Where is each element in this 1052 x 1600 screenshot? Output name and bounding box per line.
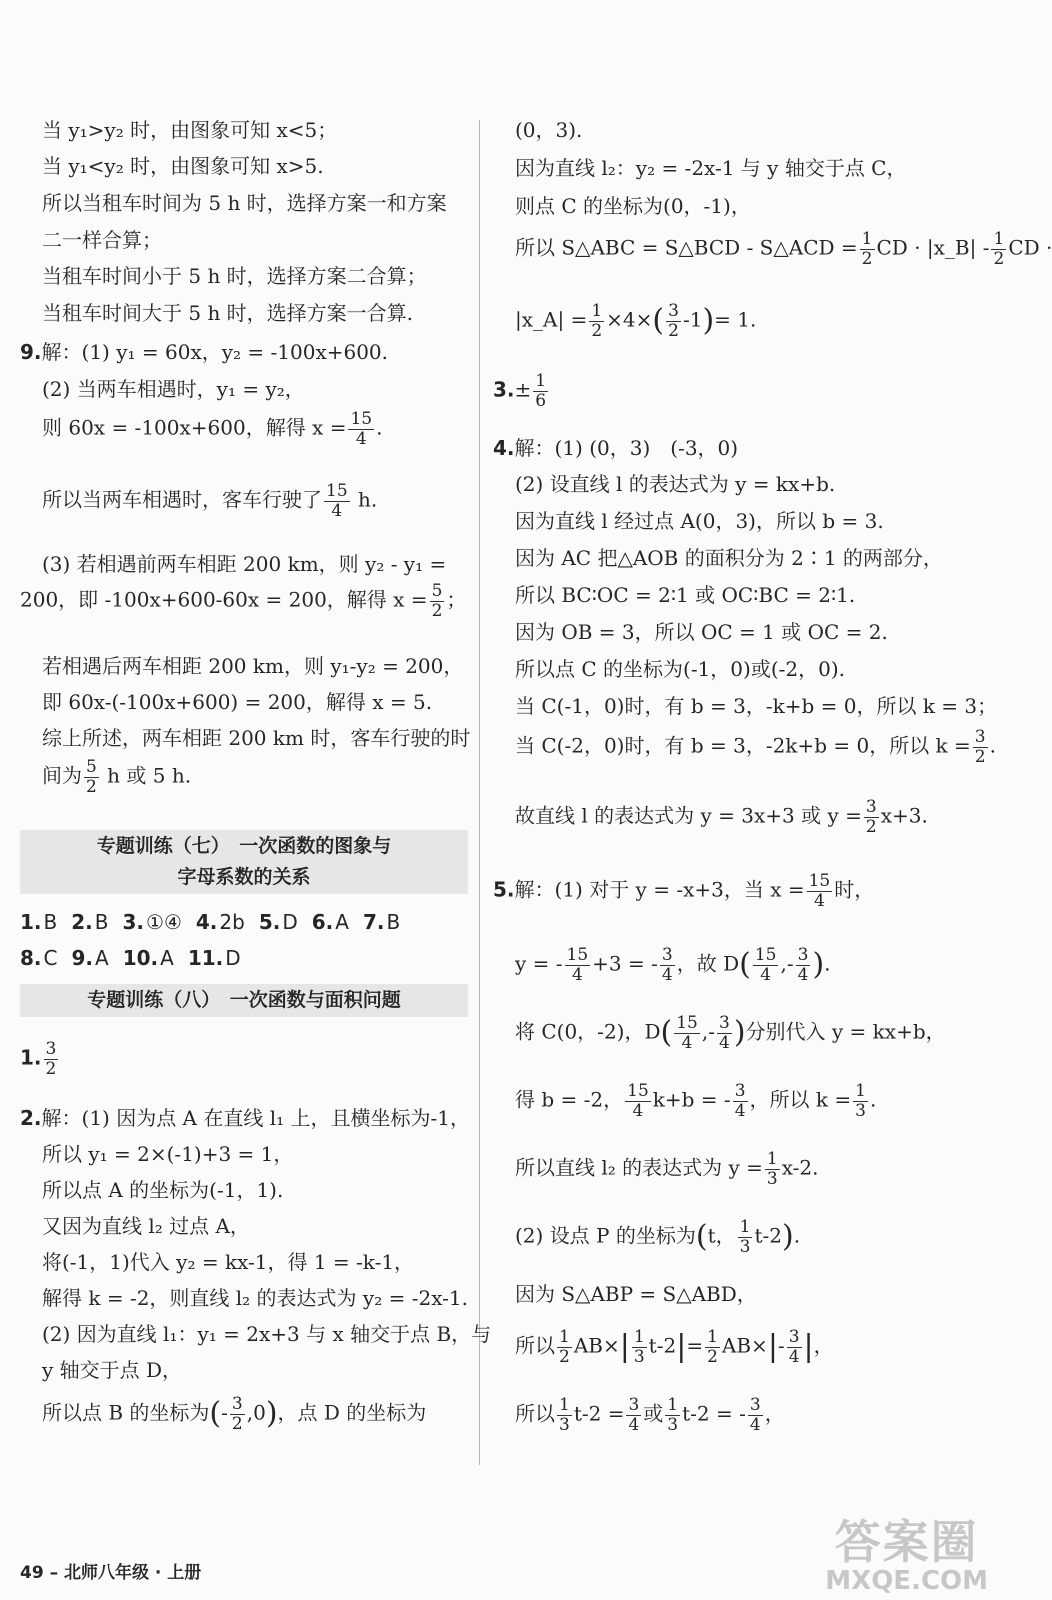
text-line: 所以点 A 的坐标为(-1，1). <box>42 1178 284 1202</box>
text-line: 所以点 C 的坐标为(-1，0)或(-2，0). <box>515 657 845 681</box>
text-line: 因为直线 l₂：y₂ = -2x-1 与 y 轴交于点 C， <box>515 156 907 180</box>
question-5-line: 5.解：(1) 对于 y = -x+3，当 x = $\frac{15}{4}$ 时， <box>493 871 875 911</box>
text-line: 将(-1，1)代入 y₂ = kx-1，得 1 = -k-1， <box>42 1250 415 1274</box>
answer-item: 5. D <box>258 910 298 934</box>
text-line: 则点 C 的坐标为(0，-1)， <box>515 194 751 218</box>
answers-row <box>20 946 255 970</box>
text-line-fraction: 所以 $\frac{1}{2}$ AB×| $\frac{1}{3}$ t-2|= $\frac{1}{2}$ AB×|- $\frac{3}{4}$ |， <box>515 1327 834 1367</box>
text-line: 当 y₁<y₂ 时，由图象可知 x>5. <box>42 154 324 178</box>
text-line: 当 C(-1，0)时，有 b = 3，-k+b = 0，所以 k = 3； <box>515 694 998 718</box>
question-number: 9. <box>20 340 42 364</box>
text-line: 因为 OB = 3，所以 OC = 1 或 OC = 2. <box>515 620 888 644</box>
text-line-fraction: 所以直线 l₂ 的表达式为 y = $\frac{1}{3}$ x-2. <box>515 1149 819 1189</box>
text-line: (0，3). <box>515 118 583 142</box>
text-line-fraction: 间为 $\frac{5}{2}$ h 或 5 h. <box>42 757 192 797</box>
s8-question-1: 1. $\frac{3}{2}$ <box>20 1039 57 1079</box>
text-line: (2) 因为直线 l₁：y₁ = 2x+3 与 x 轴交于点 B，与 <box>42 1322 492 1346</box>
page-number: 49 <box>20 1563 44 1583</box>
text-line-fraction: 将 C(0，-2)，D( $\frac{15}{4}$ ,- $\frac{3}{4}$ )分别代入 y = kx+b， <box>515 1013 946 1053</box>
text-line: 当租车时间小于 5 h 时，选择方案二合算； <box>42 264 427 288</box>
answer-item: 4. 2b <box>195 910 245 934</box>
text-line-fraction: 则 60x = -100x+600，解得 x = $\frac{15}{4}$ . <box>42 409 383 449</box>
text-line: 所以当租车时间为 5 h 时，选择方案一和方案 <box>42 191 447 215</box>
answer-item: 9. A <box>71 946 109 970</box>
text-line: y 轴交于点 D， <box>42 1358 183 1382</box>
text-line-fraction: 200，即 -100x+600-60x = 200，解得 x = $\frac{5}{2}$ ； <box>20 581 467 621</box>
text-line-fraction: y = - $\frac{15}{4}$ +3 = - $\frac{3}{4}$ ，故 D( $\frac{15}{4}$ ,- $\frac{3}{4}$ ). <box>515 945 831 985</box>
text-line-fraction: (2) 设点 P 的坐标为(t， $\frac{1}{3}$ t-2). <box>515 1217 801 1257</box>
text-line: 因为 AC 把△AOB 的面积分为 2∶1 的两部分， <box>515 546 943 570</box>
text-line: (3) 若相遇前两车相距 200 km，则 y₂ - y₁ = <box>42 552 447 576</box>
text-line-fraction: 当 C(-2，0)时，有 b = 3，-2k+b = 0，所以 k = $\frac{3}{2}$ . <box>515 727 996 767</box>
book-title: 北师八年级 · 上册 <box>64 1563 202 1583</box>
text-line-fraction: 所以 S△ABC = S△BCD - S△ACD = $\frac{1}{2}$ CD · |x_B| - $\frac{1}{2}$ CD · <box>515 229 1052 269</box>
text-line: 因为直线 l 经过点 A(0，3)，所以 b = 3. <box>515 509 884 533</box>
section-heading-7: 专题训练（七） 一次函数的图象与 字母系数的关系 <box>20 830 468 894</box>
text-line: 即 60x-(-100x+600) = 200，解得 x = 5. <box>42 690 433 714</box>
answer-item: 2. B <box>71 910 109 934</box>
column-divider <box>479 120 480 1465</box>
text-line: 所以 y₁ = 2×(-1)+3 = 1， <box>42 1142 294 1166</box>
text-line-fraction: 所以当两车相遇时，客车行驶了 $\frac{15}{4}$ h. <box>42 481 378 521</box>
question-9-line: 9.解：(1) y₁ = 60x，y₂ = -100x+600. <box>20 340 389 364</box>
text-line: 当租车时间大于 5 h 时，选择方案一合算. <box>42 301 414 325</box>
answer-item: 8. C <box>20 946 58 970</box>
text-line: 因为 S△ABP = S△ABD， <box>515 1282 757 1306</box>
s8-question-2: 2.解：(1) 因为点 A 在直线 l₁ 上，且横坐标为-1， <box>20 1106 470 1130</box>
text-line-fraction: |x_A| = $\frac{1}{2}$ ×4×( $\frac{3}{2}$ -1)= 1. <box>515 301 757 341</box>
text-line: 综上所述，两车相距 200 km 时，客车行驶的时 <box>42 726 471 750</box>
text-line-fraction: 故直线 l 的表达式为 y = 3x+3 或 y = $\frac{3}{2}$ x+3. <box>515 797 928 837</box>
text-line-fraction: 所以 $\frac{1}{3}$ t-2 = $\frac{3}{4}$ 或 $\frac{1}{3}$ t-2 = - $\frac{3}{4}$ ， <box>515 1395 785 1435</box>
answer-item: 1. B <box>20 910 58 934</box>
answer-item: 10. A <box>122 946 174 970</box>
answer-item: 6. A <box>311 910 349 934</box>
text-line-fraction: 得 b = -2， $\frac{15}{4}$ k+b = - $\frac{3}{4}$ ，所以 k = $\frac{1}{3}$ . <box>515 1081 877 1121</box>
watermark-logo: 答案圈 MXQE.COM <box>825 1515 988 1596</box>
text-line: 又因为直线 l₂ 过点 A， <box>42 1214 250 1238</box>
text-line: 解得 k = -2，则直线 l₂ 的表达式为 y₂ = -2x-1. <box>42 1286 468 1310</box>
answer-item: 11. D <box>187 946 241 970</box>
page-footer: 49 – 北师八年级 · 上册 <box>20 1563 202 1583</box>
text-line: 二一样合算； <box>42 228 162 252</box>
text-line: (2) 设直线 l 的表达式为 y = kx+b. <box>515 472 836 496</box>
text-line: (2) 当两车相遇时，y₁ = y₂， <box>42 377 305 401</box>
answer-item: 7. B <box>362 910 401 934</box>
section-heading-8: 专题训练（八） 一次函数与面积问题 <box>20 984 468 1017</box>
text-line: 若相遇后两车相距 200 km，则 y₁-y₂ = 200， <box>42 654 464 678</box>
question-3-line: 3.± $\frac{1}{6}$ <box>493 371 547 411</box>
answer-item: 3. ①④ <box>122 910 182 934</box>
answers-row <box>20 910 414 934</box>
question-4-line: 4.解：(1) (0，3) (-3，0) <box>493 436 739 460</box>
text-line-fraction: 所以点 B 的坐标为(- $\frac{3}{2}$ ,0)，点 D 的坐标为 <box>42 1394 427 1434</box>
text-line: 当 y₁>y₂ 时，由图象可知 x<5； <box>42 118 338 142</box>
text-line: 所以 BC∶OC = 2∶1 或 OC∶BC = 2∶1. <box>515 583 856 607</box>
